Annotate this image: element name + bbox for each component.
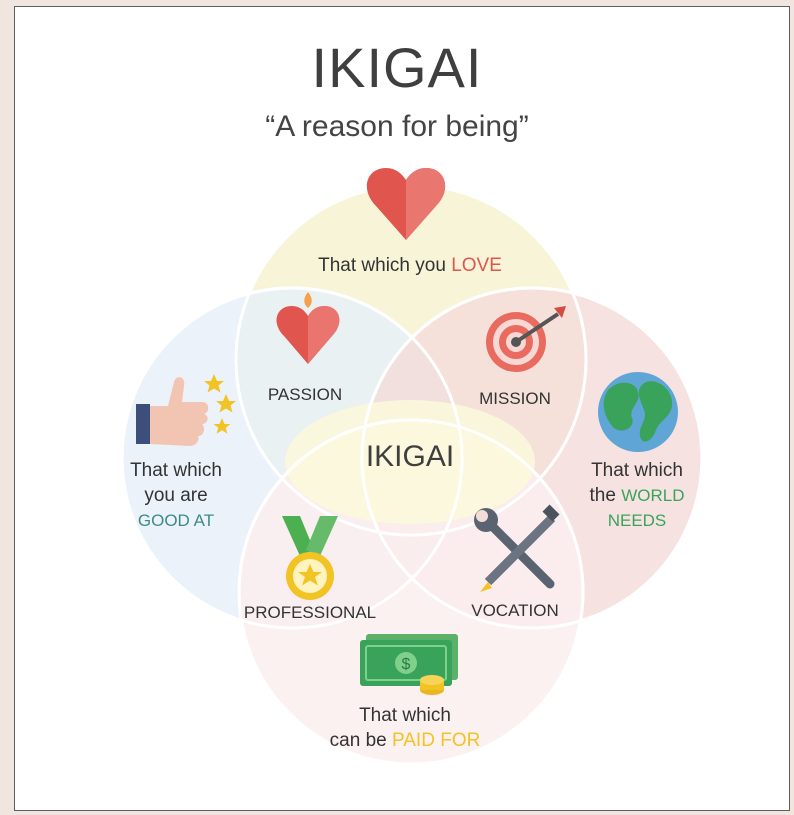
svg-text:$: $ [401, 656, 411, 673]
label-love [270, 253, 550, 278]
label-vocation: VOCATION [471, 601, 559, 620]
paid-line2-prefix: can be [329, 730, 392, 751]
world-line1: That which [591, 460, 683, 481]
label-paid-for [300, 703, 510, 753]
paid-line1: That which [359, 705, 451, 726]
label-professional: PROFESSIONAL [243, 603, 377, 622]
world-line3: NEEDS [607, 511, 667, 530]
center-label: IKIGAI [365, 440, 455, 473]
label-good-at [106, 458, 246, 533]
label-passion: PASSION [267, 385, 343, 404]
label-mission: MISSION [479, 389, 551, 408]
love-prefix: That which you [318, 255, 452, 276]
love-highlight: LOVE [451, 255, 502, 276]
label-world-needs [562, 458, 712, 533]
page-title: IKIGAI [311, 36, 483, 99]
good-line1: That which [130, 460, 222, 481]
money-icon [360, 634, 458, 695]
good-line2: you are [144, 485, 208, 506]
world-highlight: WORLD [621, 486, 685, 505]
world-line2-prefix: the [589, 485, 622, 506]
page-subtitle: “A reason for being” [265, 110, 529, 143]
paid-highlight: PAID FOR [392, 730, 481, 751]
globe-icon [598, 372, 678, 452]
good-highlight: GOOD AT [137, 511, 215, 530]
